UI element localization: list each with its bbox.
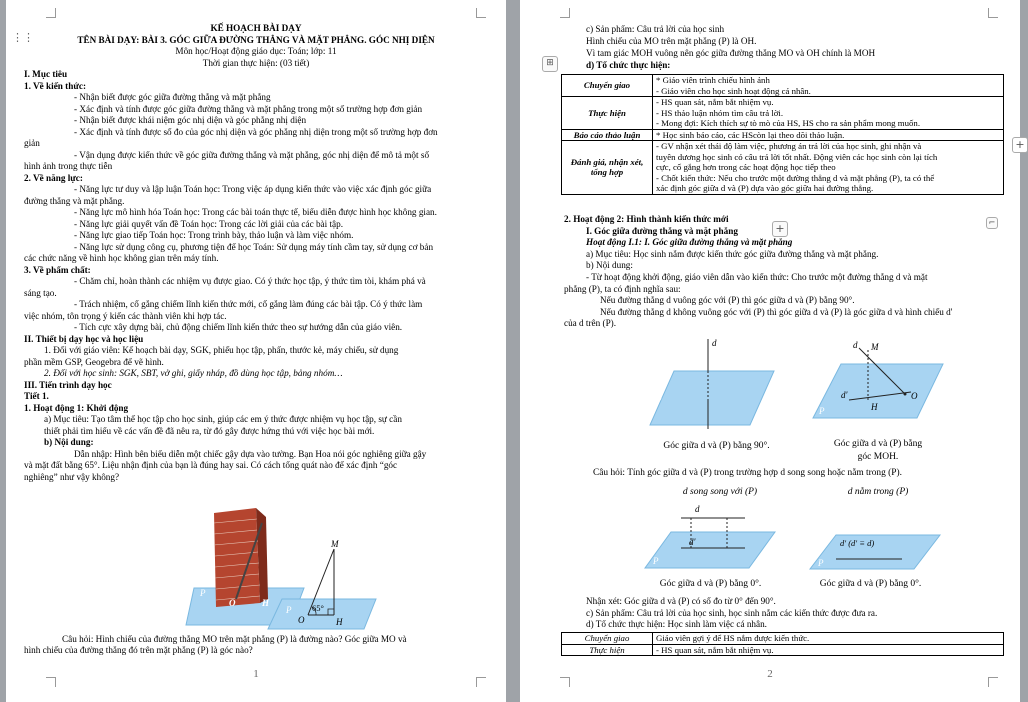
text-line: I. Mục tiêu xyxy=(24,69,68,79)
text-line: - Xác định và tính được số đo của góc nhị diện và góc phẳng nhị diện trong một số trường hợp đơn xyxy=(74,126,438,137)
fig4-caption: Góc giữa d và (P) bằng 0°. xyxy=(819,579,922,589)
text-line: - Vận dụng được kiến thức về góc giữa đường thẳng và mặt phẳng, góc nhị diện để mô tả một số xyxy=(74,149,430,160)
fig1-caption: Góc giữa d và (P) bằng 90°. xyxy=(663,441,770,451)
cell-line: tuyên dương học sinh có câu trả lời tốt nhất. Động viên các học sinh còn lại tích xyxy=(656,151,938,162)
coincident-label: d' (d' ≡ d) xyxy=(840,538,875,548)
text-line: giản xyxy=(24,138,40,148)
text-line: KẾ HOẠCH BÀI DẠY xyxy=(210,23,302,33)
line-d-label: d xyxy=(853,340,858,350)
text-line: - Năng lực tư duy và lập luận Toán học: Trong việc áp dụng kiến thức vào việc xác định góc giữa xyxy=(74,184,432,194)
document-page-1 xyxy=(6,0,506,702)
text-line: a) Mục tiêu: Học sinh nắm được kiến thức góc giữa đường thẳng và mặt phẳng. xyxy=(586,248,879,259)
text-line: 2. Về năng lực: xyxy=(24,172,83,183)
text-line: 2. Đối với học sinh: SGK, SBT, vở ghi, giấy nháp, đồ dùng học tập, bảng nhóm… xyxy=(44,368,343,378)
text-line: a) Mục tiêu: Tạo tâm thế học tập cho học sinh, giúp các em ý thức được nhiệm vụ học tập, sự cần xyxy=(44,414,402,424)
corner-mark xyxy=(476,8,486,18)
text-line: 1. Đối với giáo viên: Kế hoạch bài dạy, SGK, phiếu học tập, phấn, thước kẻ, máy chiếu, sử dụng xyxy=(44,345,399,355)
cell-line: - Chốt kiến thức: Nếu cho trước một đường thẳng d và mặt phẳng (P), ta có thể xyxy=(656,172,935,183)
row-content xyxy=(653,129,1004,141)
cell-line: * Học sinh báo cáo, các HScòn lại theo dõi thảo luận. xyxy=(656,129,845,140)
text-line: các chức năng về hình học không gian trên máy tính. xyxy=(24,253,219,263)
text-line: Vì tam giác MOH vuông nên góc giữa đường thẳng MO và OH chính là MOH xyxy=(586,48,876,58)
cell-line: - HS quan sát, nắm bắt nhiệm vụ. xyxy=(656,97,774,107)
plane-p xyxy=(645,532,775,568)
point-h-label: H xyxy=(262,598,270,608)
text-line: hình ảnh trong thực tiễn xyxy=(24,161,113,171)
corner-mark xyxy=(46,8,56,18)
d-prime-label: d' xyxy=(689,537,696,547)
brick-wall xyxy=(214,508,260,607)
corner-mark xyxy=(560,8,570,18)
text-line: III. Tiến trình dạy học xyxy=(24,379,112,390)
plane-p xyxy=(813,364,943,418)
text-line: - Năng lực giao tiếp Toán học: Trong trình bày, thảo luận và làm việc nhóm. xyxy=(74,230,354,240)
question-line-1: Câu hỏi: Hình chiếu của đường thẳng MO trên mặt phẳng (P) là đường nào? Góc giữa MO và xyxy=(62,634,407,644)
point-o-label: O xyxy=(911,391,918,401)
row-content xyxy=(653,141,1004,195)
point-o-label: O xyxy=(298,615,305,625)
parallel-subtitle: d song song với (P) xyxy=(682,487,758,497)
text-line: Hình chiếu của MO trên mặt phẳng (P) là OH. xyxy=(586,36,757,46)
row-header: Đánh giá, nhận xét, tổng hợp xyxy=(562,141,653,195)
organization-table-1 xyxy=(561,74,1004,195)
fig2-caption-line-1: Góc giữa d và (P) bằng xyxy=(833,439,923,449)
question-label: Câu hỏi: Tính góc giữa d và (P) trong trường hợp d song song hoặc nằm trong (P). xyxy=(593,468,902,478)
line-d-label: d xyxy=(695,504,700,514)
row-header: Chuyển giao xyxy=(562,633,653,645)
text-line: c) Sản phẩm: Câu trả lời của học sinh xyxy=(586,24,725,34)
text-line: - Nhận biết được khái niệm góc nhị diện và góc phẳng nhị diện xyxy=(74,115,307,125)
text-line: TÊN BÀI DẠY: BÀI 3. GÓC GIỮA ĐƯỜNG THẲNG VÀ MẶT PHẲNG. GÓC NHỊ DIỆN xyxy=(77,34,435,45)
text-line: phẳng (P), ta có định nghĩa sau: xyxy=(564,283,681,294)
point-h-label: H xyxy=(871,402,878,412)
add-row-icon[interactable]: + xyxy=(772,221,788,237)
angle-label: 65° xyxy=(312,603,324,613)
text-line: b) Nội dung: xyxy=(586,260,633,271)
row-content xyxy=(653,75,1004,97)
text-line: 1. Hoạt động 1: Khởi động xyxy=(24,402,129,413)
text-line: 1. Về kiến thức: xyxy=(24,80,86,91)
text-line: việc nhóm, tôn trọng ý kiến các thành viên khi hợp tác. xyxy=(24,310,227,321)
d-prime-label: d' xyxy=(841,390,848,400)
corner-mark xyxy=(988,8,998,18)
text-line: Môn học/Hoạt động giáo dục: Toán; lớp: 11 xyxy=(175,46,337,56)
plane-p xyxy=(810,535,940,569)
row-header: Báo cáo thảo luận xyxy=(562,129,653,141)
line-d-label: d xyxy=(712,338,717,348)
page-number: 1 xyxy=(253,668,259,680)
text-line: - Từ hoạt động khởi động, giáo viên dẫn vào kiến thức: Cho trước một đường thẳng d và mặt xyxy=(586,272,928,282)
text-line: - Xác định và tính được góc giữa đường thẳng và mặt phẳng trong một số trường hợp đơn giản xyxy=(74,103,423,114)
plane-label: P xyxy=(656,395,662,405)
text-line: Nếu đường thẳng d vuông góc với (P) thì góc giữa d và (P) bằng 90°. xyxy=(600,295,855,306)
text-line: 2. Hoạt động 2: Hình thành kiến thức mới xyxy=(564,214,729,224)
text-line: - Năng lực mô hình hóa Toán học: Trong các bài toán thực tế, biểu diễn được hình học không gian. xyxy=(74,207,437,217)
oblique-figure xyxy=(813,342,943,424)
table-row xyxy=(562,633,1004,645)
row-content: - HS quan sát, nắm bắt nhiệm vụ. xyxy=(653,644,1004,656)
text-line: Hoạt động I.1: I. Góc giữa đường thẳng và mặt phẳng xyxy=(586,237,793,248)
text-line: - Tích cực xây dựng bài, chủ động chiếm lĩnh kiến thức theo sự hướng dẫn của giáo viên. xyxy=(74,322,403,332)
cell-line: xác định góc giữa d và (P) dựa vào góc giữa hai đường thẳng. xyxy=(656,183,874,193)
text-line: Nếu đường thẳng d không vuông góc với (P) thì góc giữa d và (P) là góc giữa d và hình chiếu d' xyxy=(600,306,953,317)
point-h-label: H xyxy=(336,617,343,627)
parallel-figure xyxy=(645,502,775,572)
question-line-2: hình chiếu của đường thẳng đó trên mặt phẳng (P) là góc nào? xyxy=(24,645,253,655)
add-column-icon[interactable]: + xyxy=(1012,137,1028,153)
text-line: I. Góc giữa đường thẳng và mặt phẳng xyxy=(586,225,738,236)
fig3-caption: Góc giữa d và (P) bằng 0°. xyxy=(659,579,762,589)
inside-figure xyxy=(810,533,940,571)
text-line: sáng tạo. xyxy=(24,287,57,298)
cell-line: - Giáo viên cho học sinh hoạt động cá nhân. xyxy=(656,85,811,96)
point-m-label: M xyxy=(331,539,339,549)
table-move-handle-icon[interactable]: ⊞ xyxy=(542,56,558,72)
cell-line: cực, cố gắng hơn trong các hoạt động học tiếp theo xyxy=(656,162,836,172)
page-number: 2 xyxy=(767,668,773,680)
cell-line: - HS thảo luận nhóm tìm câu trả lời. xyxy=(656,107,784,118)
text-line: Thời gian thực hiện: (03 tiết) xyxy=(202,57,310,68)
text-line: và mặt đất bằng 65°. Liệu nhận định của bạn là đúng hay sai. Có cách tổng quát nào để xác định “góc xyxy=(24,460,398,470)
cell-line: - Mong đợi: Kích thích sự tò mò của HS, HS cho ra sản phẩm mong muốn. xyxy=(656,118,921,128)
text-line: II. Thiết bị dạy học và học liệu xyxy=(24,333,144,344)
text-line: - Năng lực sử dụng công cụ, phương tiện để học Toán: Sử dụng máy tính cầm tay, sử dụng cơ bản xyxy=(74,241,434,252)
text-line: Dẫn nhập: Hình bên biểu diễn một chiếc gậy dựa vào tường. Bạn Hoa nói góc nghiêng giữa gậy xyxy=(74,448,427,459)
text-line: phần mềm GSP, Geogebra để vẽ hình. xyxy=(24,356,164,367)
text-line: b) Nội dung: xyxy=(44,437,94,447)
plane-label: P xyxy=(819,406,825,416)
drag-handle-icon[interactable]: ⋮⋮ xyxy=(12,32,34,44)
text-line: - Nhận biết được góc giữa đường thẳng và mặt phẳng xyxy=(74,92,271,102)
triangle-mho-figure xyxy=(268,537,378,629)
plane-label: P xyxy=(286,605,292,615)
table-row xyxy=(562,75,1004,97)
table-row xyxy=(562,97,1004,130)
plane-label: P xyxy=(653,556,659,566)
fig2-caption-line-2: góc MOH. xyxy=(857,452,899,462)
point-o-mark xyxy=(904,393,907,396)
plane-label: P xyxy=(200,588,206,598)
perpendicular-figure xyxy=(650,337,775,429)
row-header: Chuyển giao xyxy=(562,75,653,97)
row-header: Thực hiện xyxy=(562,97,653,130)
cell-line: - GV nhận xét thái độ làm việc, phương án trả lời của học sinh, ghi nhận và xyxy=(656,141,922,151)
text-line: d) Tổ chức thực hiện: Học sinh làm việc cá nhân. xyxy=(586,619,767,629)
inside-subtitle: d nằm trong (P) xyxy=(847,487,909,497)
point-m-label: M xyxy=(871,342,879,352)
text-line: Nhận xét: Góc giữa d và (P) có số đo từ 0° đến 90°. xyxy=(586,596,776,606)
text-line: - Trách nhiệm, cố gắng chiếm lĩnh kiến thức mới, cố gắng làm đúng các bài tập. Có ý thức làm xyxy=(74,299,423,309)
table-row xyxy=(562,129,1004,141)
table-resize-icon[interactable]: ⌐ xyxy=(986,217,998,229)
organization-table-2 xyxy=(561,632,1004,656)
row-header: Thực hiện xyxy=(562,644,653,656)
text-line: - Năng lực giải quyết vấn đề Toán học: Trong các lời giải của các bài tập. xyxy=(74,218,343,229)
text-line: c) Sản phẩm: Câu trả lời của học sinh, học sinh nắm các kiến thức được đưa ra. xyxy=(586,607,878,618)
plane-p xyxy=(650,371,774,425)
text-line: đường thẳng và mặt phẳng. xyxy=(24,195,125,206)
text-line: thiết phải tìm hiểu về các vấn đề đã nêu ra, từ đó gây được hứng thú với việc học bài mới. xyxy=(44,425,375,436)
document-page-2 xyxy=(520,0,1025,702)
text-line: d) Tổ chức thực hiện: xyxy=(586,60,671,70)
point-o-label: O xyxy=(229,598,236,608)
text-line: Tiết 1. xyxy=(24,391,49,401)
table-row xyxy=(562,644,1004,656)
row-content xyxy=(653,97,1004,130)
text-line: nghiêng” như vậy không? xyxy=(24,471,120,482)
plane-label: P xyxy=(818,558,824,568)
text-line: của d trên (P). xyxy=(564,318,617,329)
cell-line: * Giáo viên trình chiếu hình ảnh xyxy=(656,75,770,85)
text-line: - Chăm chỉ, hoàn thành các nhiệm vụ được giao. Có ý thức học tập, ý thức tìm tòi, khám phá và xyxy=(74,276,426,286)
table-row xyxy=(562,141,1004,195)
row-content: Giáo viên gợi ý để HS nắm được kiến thức. xyxy=(653,633,1004,645)
text-line: 3. Về phẩm chất: xyxy=(24,264,91,275)
